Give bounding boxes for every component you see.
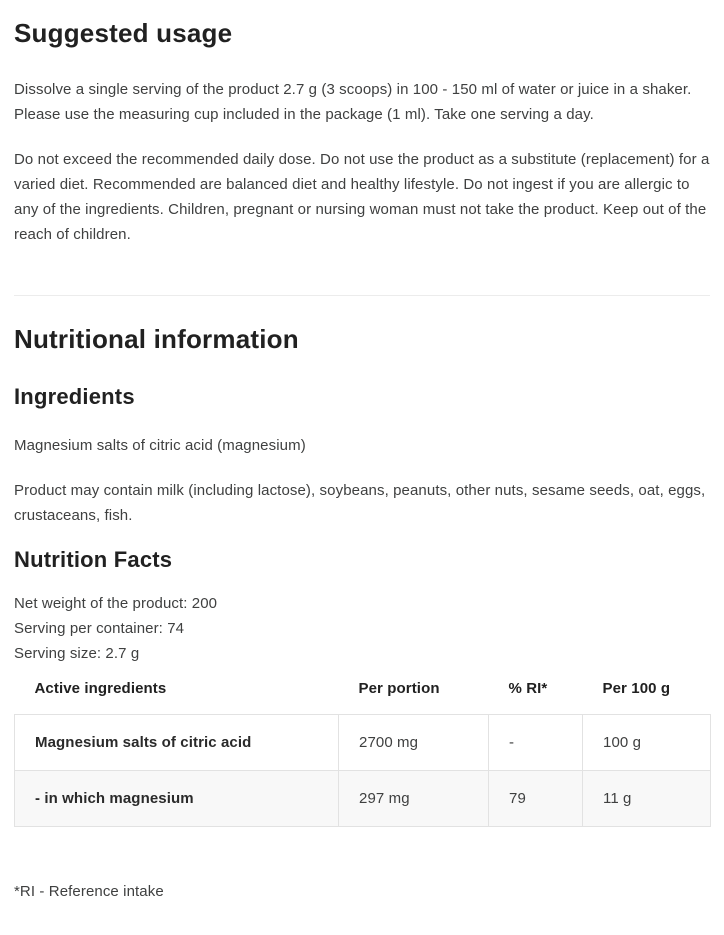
column-header-per-portion: Per portion (358, 680, 440, 698)
table-row (15, 771, 711, 827)
table-row (15, 715, 711, 771)
reference-intake-footnote: *RI - Reference intake (14, 883, 164, 901)
usage-directions-text: Dissolve a single serving of the product 2.7 g (3 scoops) in 100 - 150 ml of water or juice in a shaker. Please use the measuring cup included in the package (1 ml). Take one serving a day. (14, 81, 692, 124)
ingredient-name-cell: - in which magnesium (15, 771, 339, 827)
per-100g-cell: 100 g (583, 715, 711, 771)
table-header-row (15, 680, 711, 715)
ri-percent-cell: - (489, 715, 583, 771)
nutritional-information-section (14, 324, 710, 904)
suggested-usage-title: Suggested usage (14, 18, 233, 48)
nutritional-information-title: Nutritional information (14, 324, 299, 355)
nutrition-facts-summary (14, 591, 710, 666)
per-100g-cell: 11 g (583, 771, 711, 827)
ingredient-name-cell: Magnesium salts of citric acid (15, 715, 339, 771)
suggested-usage-section (14, 18, 710, 247)
section-divider (14, 295, 710, 296)
ri-percent-cell: 79 (489, 771, 583, 827)
active-ingredients-table (14, 680, 711, 827)
usage-warning-text: Do not exceed the recommended daily dose. Do not use the product as a substitute (replacement) for a varied diet. Recommended are balanced diet and healthy lifestyle. Do not ingest if you are allergic to any of the ingredients. Children, pregnant or nursing woman must not take the product. Keep out of the reach of children. (14, 151, 710, 244)
servings-per-container-text: Serving per container: 74 (14, 620, 185, 638)
column-header-per-100g: Per 100 g (602, 680, 671, 698)
ingredients-composition-text: Magnesium salts of citric acid (magnesium) (14, 436, 306, 454)
net-weight-text: Net weight of the product: 200 (14, 595, 218, 613)
allergen-notice-text: Product may contain milk (including lactose), soybeans, peanuts, other nuts, sesame seeds, oat, eggs, crustaceans, fish. (14, 481, 706, 524)
column-header-active-ingredients: Active ingredients (34, 680, 167, 698)
ingredients-title: Ingredients (14, 384, 135, 410)
column-header-ri-percent: % RI* (508, 680, 548, 698)
per-portion-cell: 297 mg (339, 771, 489, 827)
per-portion-cell: 2700 mg (339, 715, 489, 771)
serving-size-text: Serving size: 2.7 g (14, 645, 140, 663)
nutrition-facts-title: Nutrition Facts (14, 546, 173, 572)
